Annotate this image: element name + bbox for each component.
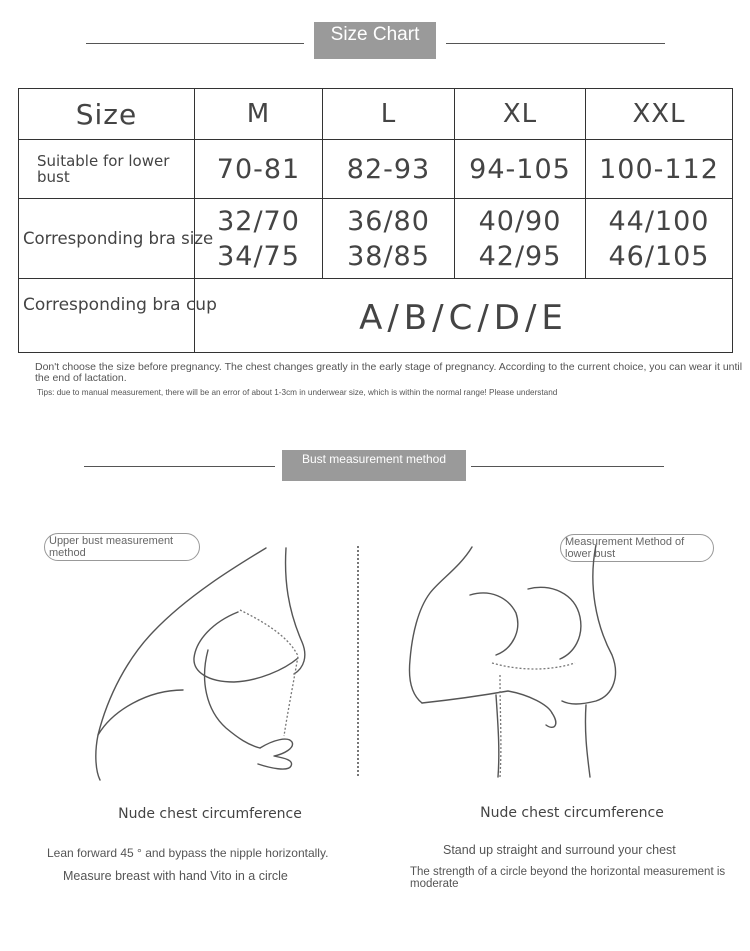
- pregnancy-note: Don't choose the size before pregnancy. The chest changes greatly in the early stage of pregnancy. According to the current choice, you can wear it until the end of lactation.: [35, 361, 743, 384]
- table-row-header: [19, 89, 733, 140]
- cell-lower-bust-xxl: 100-112: [586, 140, 733, 199]
- upper-bust-illustration: [88, 540, 328, 785]
- bra-size-xxl-bottom: 46/105: [608, 240, 710, 272]
- header-size-m: M: [195, 89, 323, 140]
- divider-right: [446, 43, 665, 44]
- row-label-bra-size: Corresponding bra size: [23, 229, 214, 248]
- header-size-label: Size: [19, 89, 195, 140]
- lower-bust-illustration: [400, 545, 630, 780]
- left-figure-arm: [205, 650, 260, 748]
- left-figure-back: [96, 548, 266, 780]
- left-instruction-1: Lean forward 45 ° and bypass the nipple horizontally.: [47, 846, 329, 860]
- cell-bra-cup: A/B/C/D/E: [195, 279, 733, 353]
- cell-lower-bust-l: 82-93: [323, 140, 455, 199]
- right-tape-measure: [492, 663, 575, 777]
- row-label-lower-bust: Suitable for lower bust: [37, 152, 170, 186]
- header-size-xxl: XXL: [586, 89, 733, 140]
- bra-size-xl-bottom: 42/95: [478, 240, 562, 272]
- header-size-xl: XL: [455, 89, 586, 140]
- lower-bust-label: Measurement Method of lower bust: [560, 534, 714, 562]
- table-row-bra-size: [19, 199, 733, 279]
- bra-size-l-top: 36/80: [347, 205, 430, 237]
- right-figure-shoulder: [410, 547, 473, 703]
- cell-bra-size-l: [323, 199, 455, 279]
- right-instruction-1: Stand up straight and surround your chest: [443, 843, 676, 857]
- left-figure-hand: [258, 739, 293, 769]
- cell-bra-size-xxl: [586, 199, 733, 279]
- bra-size-l-bottom: 38/85: [347, 240, 430, 272]
- divider-left-2: [84, 466, 275, 467]
- upper-bust-label: Upper bust measurement method: [44, 533, 200, 561]
- right-figure-breast-right: [528, 587, 581, 659]
- bra-size-m-top: 32/70: [217, 205, 300, 237]
- measurement-tip: Tips: due to manual measurement, there will be an error of about 1-3cm in underwear size, which is within the normal range! Please understand: [37, 388, 558, 397]
- right-figure-hand: [546, 713, 556, 727]
- divider-right-2: [471, 466, 664, 467]
- left-figure-breast: [194, 612, 298, 682]
- right-figure-arm: [422, 691, 552, 713]
- left-caption: Nude chest circumference: [118, 806, 302, 822]
- right-figure-breast-left: [470, 593, 518, 655]
- measurement-title: Bust measurement method: [282, 450, 466, 481]
- cell-bra-size-m: [195, 199, 323, 279]
- table-row-bra-cup: [19, 279, 733, 353]
- right-figure-side: [562, 545, 615, 704]
- cell-bra-size-xl: [455, 199, 586, 279]
- left-figure-front: [286, 548, 305, 674]
- cell-lower-bust-xl: 94-105: [455, 140, 586, 199]
- bra-size-xl-top: 40/90: [478, 205, 562, 237]
- left-instruction-2: Measure breast with hand Vito in a circle: [63, 869, 288, 883]
- bra-size-xxl-top: 44/100: [608, 205, 710, 237]
- right-caption: Nude chest circumference: [480, 805, 664, 821]
- size-table: [18, 88, 733, 353]
- cell-lower-bust-m: 70-81: [195, 140, 323, 199]
- header-size-l: L: [323, 89, 455, 140]
- right-figure-hip: [585, 705, 590, 777]
- divider-left: [86, 43, 304, 44]
- table-row-lower-bust: [19, 140, 733, 199]
- size-chart-title: Size Chart: [314, 22, 436, 59]
- right-instruction-2: The strength of a circle beyond the horizontal measurement is moderate: [410, 866, 726, 890]
- bra-size-m-bottom: 34/75: [217, 240, 300, 272]
- right-figure-waist: [496, 695, 499, 777]
- row-label-bra-cup: Corresponding bra cup: [23, 295, 217, 315]
- left-tape-measure: [240, 610, 298, 736]
- center-dotted-divider: [357, 546, 359, 776]
